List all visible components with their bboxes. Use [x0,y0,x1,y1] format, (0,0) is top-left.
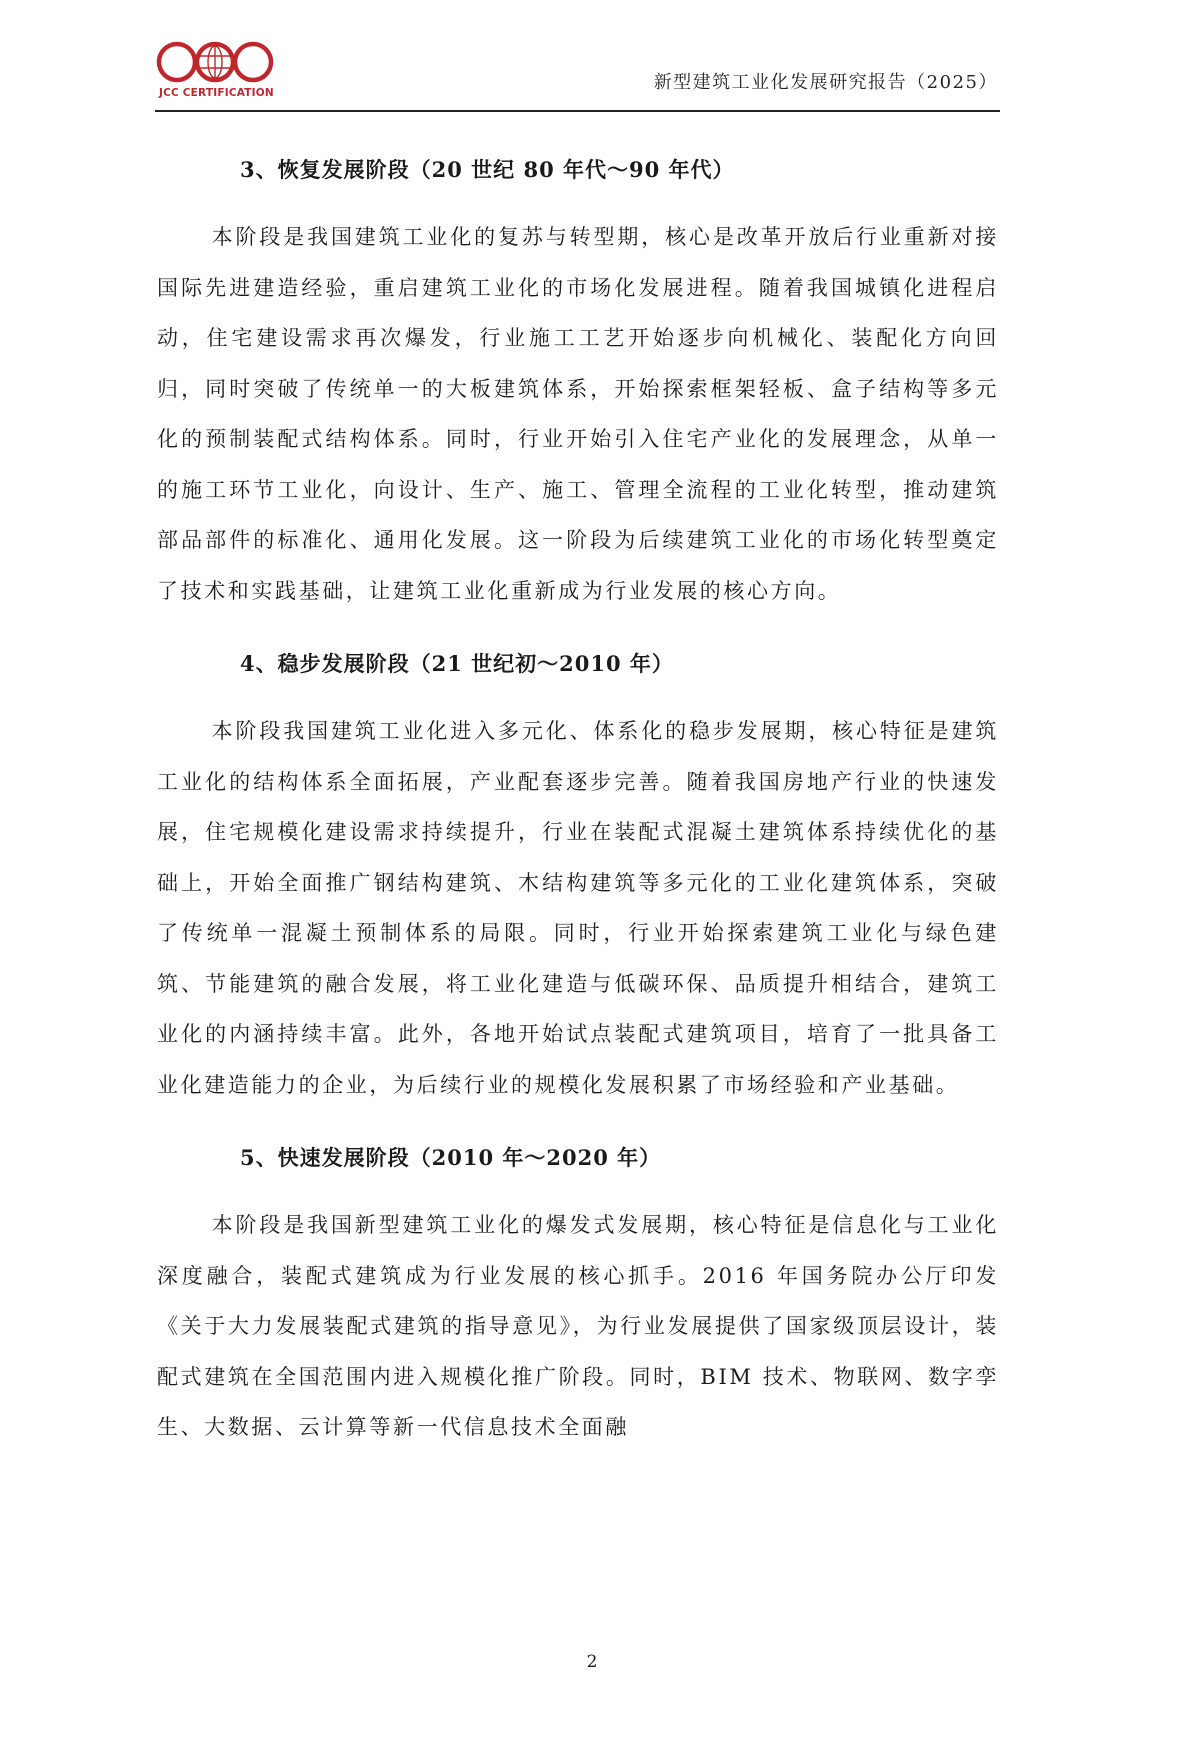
logo-text: JCC CERTIFICATION [159,87,274,99]
page-header [155,30,1000,112]
header-title: 新型建筑工业化发展研究报告（2025） [653,72,998,93]
section-heading-5: 5、快速发展阶段（2010 年～2020 年） [240,1145,662,1170]
section-heading-3: 3、恢复发展阶段（20 世纪 80 年代～90 年代） [240,157,735,182]
section-heading-4: 4、稳步发展阶段（21 世纪初～2010 年） [240,651,674,676]
page-content [157,150,999,1453]
section-paragraph-5: 本阶段是我国新型建筑工业化的爆发式发展期，核心特征是信息化与工业化深度融合，装配式建筑成为行业发展的核心抓手。2016 年国务院办公厅印发《关于大力发展装配式建筑的指导意见》，为行业发展提供了国家级顶层设计，装配式建筑在全国范围内进入规模化推广阶段。同时，BIM 技术、物联网、数字孪生、大数据、云计算等新一代信息技术全面融 [157,1213,999,1439]
section-paragraph-3: 本阶段是我国建筑工业化的复苏与转型期，核心是改革开放后行业重新对接国际先进建造经验，重启建筑工业化的市场化发展进程。随着我国城镇化进程启动，住宅建设需求再次爆发，行业施工工艺开始逐步向机械化、装配化方向回归，同时突破了传统单一的大板建筑体系，开始探索框架轻板、盒子结构等多元化的预制装配式结构体系。同时，行业开始引入住宅产业化的发展理念，从单一的施工环节工业化，向设计、生产、施工、管理全流程的工业化转型，推动建筑部品部件的标准化、通用化发展。这一阶段为后续建筑工业化的市场化转型奠定了技术和实践基础，让建筑工业化重新成为行业发展的核心方向。 [157,225,999,603]
page-number: 2 [586,1652,598,1672]
section-paragraph-4: 本阶段我国建筑工业化进入多元化、体系化的稳步发展期，核心特征是建筑工业化的结构体系全面拓展，产业配套逐步完善。随着我国房地产行业的快速发展，住宅规模化建设需求持续提升，行业在装配式混凝土建筑体系持续优化的基础上，开始全面推广钢结构建筑、木结构建筑等多元化的工业化建筑体系，突破了传统单一混凝土预制体系的局限。同时，行业开始探索建筑工业化与绿色建筑、节能建筑的融合发展，将工业化建造与低碳环保、品质提升相结合，建筑工业化的内涵持续丰富。此外，各地开始试点装配式建筑项目，培育了一批具备工业化建造能力的企业，为后续行业的规模化发展积累了市场经验和产业基础。 [157,719,999,1097]
